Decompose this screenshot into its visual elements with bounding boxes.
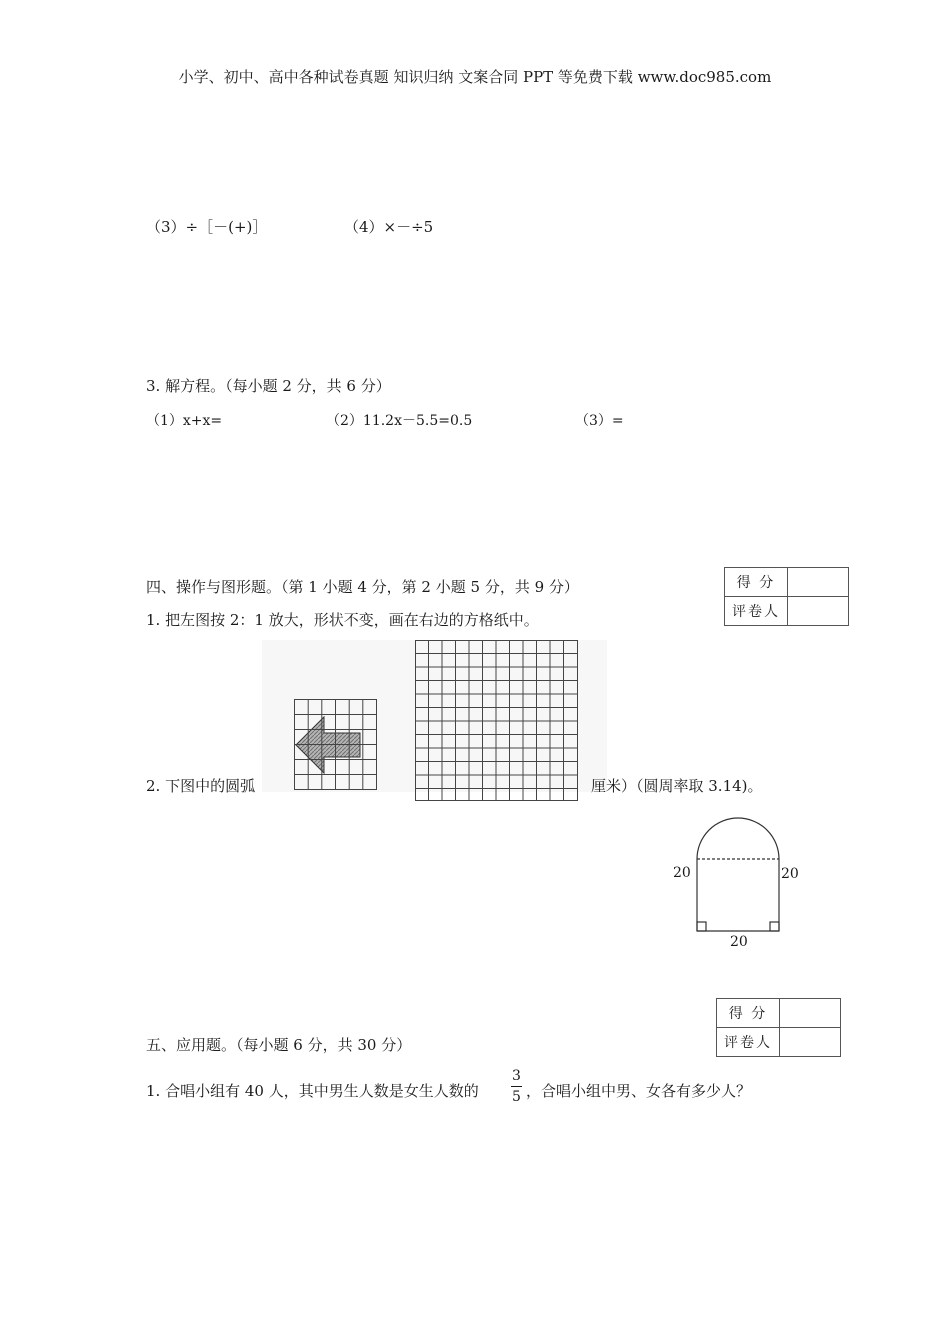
section-4-question-2-start: 2. 下图中的圆弧 <box>146 777 256 795</box>
grader-cell[interactable] <box>788 597 849 626</box>
fraction-denominator: 5 <box>512 1089 521 1105</box>
section-4-score-table <box>724 567 849 626</box>
right-angle-mark-left <box>697 922 706 931</box>
calc-item-4: （4）×－÷5 <box>344 218 434 236</box>
score-cell[interactable] <box>780 999 841 1028</box>
figure-label-right: 20 <box>781 866 799 882</box>
section-3-title: 3. 解方程。（每小题 2 分，共 6 分） <box>146 377 391 395</box>
semicircle-arc <box>697 818 779 859</box>
fraction-bar <box>511 1086 522 1087</box>
figure-label-left: 20 <box>673 865 691 881</box>
score-cell[interactable] <box>788 568 849 597</box>
figure-label-bottom: 20 <box>730 934 748 950</box>
equation-2: （2）11.2x－5.5=0.5 <box>326 413 473 429</box>
section-5-question-1-start: 1. 合唱小组有 40 人，其中男生人数是女生人数的 <box>146 1082 479 1100</box>
score-label: 得 分 <box>725 568 788 597</box>
right-angle-mark-right <box>770 922 779 931</box>
section-5-question-1-end: ，合唱小组中男、女各有多少人？ <box>526 1082 752 1100</box>
small-grid-with-arrow <box>294 699 378 791</box>
arch-figure <box>690 812 786 934</box>
section-4-question-2-end: 厘米）（圆周率取 3.14)。 <box>591 777 763 795</box>
large-drawing-grid[interactable] <box>415 640 579 802</box>
grader-cell[interactable] <box>780 1028 841 1057</box>
score-label: 得 分 <box>717 999 780 1028</box>
grader-label: 评卷人 <box>717 1028 780 1057</box>
section-4-title: 四、操作与图形题。（第 1 小题 4 分，第 2 小题 5 分，共 9 分） <box>146 578 579 596</box>
section-5-score-table <box>716 998 841 1057</box>
fraction-three-fifths <box>511 1068 522 1105</box>
equation-1: （1）x+x= <box>146 413 223 429</box>
grader-label: 评卷人 <box>725 597 788 626</box>
page-header: 小学、初中、高中各种试卷真题 知识归纳 文案合同 PPT 等免费下载 www.doc985.com <box>178 68 772 86</box>
section-5-title: 五、应用题。（每小题 6 分，共 30 分） <box>146 1036 412 1054</box>
fraction-numerator: 3 <box>512 1068 521 1084</box>
calc-item-3: （3）÷［－(+)］ <box>146 218 268 236</box>
section-4-question-1: 1. 把左图按 2：1 放大，形状不变，画在右边的方格纸中。 <box>146 611 539 629</box>
equation-3: （3）= <box>575 413 624 429</box>
